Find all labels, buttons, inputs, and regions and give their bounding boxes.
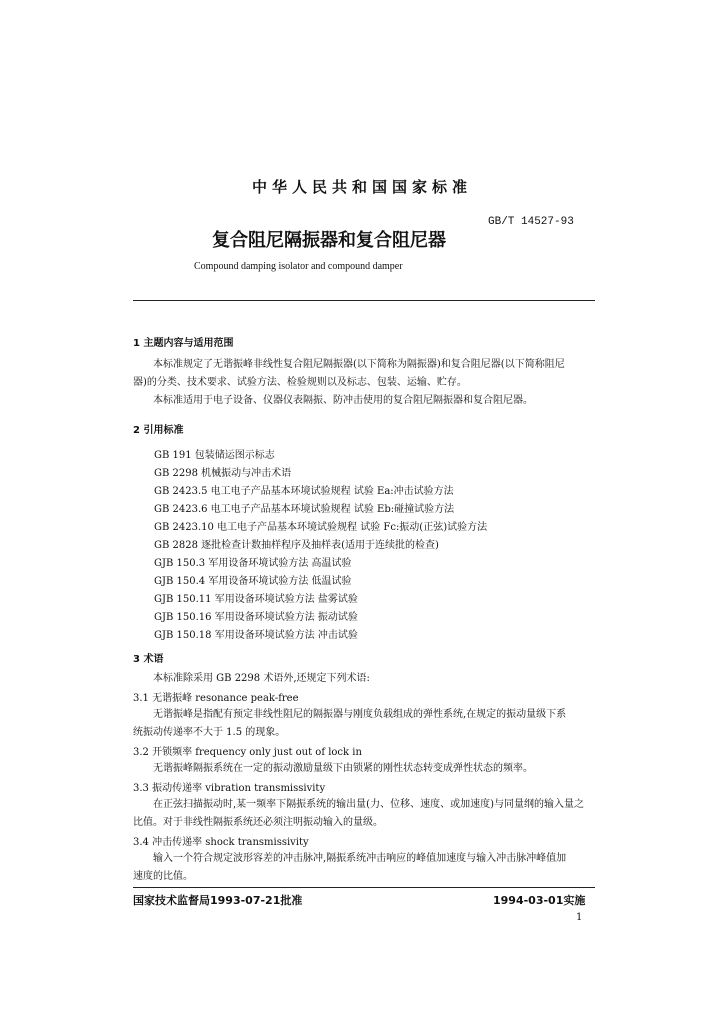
reference-item: GB 2423.10 电工电子产品基本环境试验规程 试验 Fc:振动(正弦)试验方法 — [154, 522, 488, 533]
term-3-1-heading: 3.1 无谐振峰 resonance peak-free — [133, 693, 299, 704]
header-divider — [133, 300, 595, 301]
page-number: 1 — [576, 912, 583, 923]
approval-date: 国家技术监督局1993-07-21批准 — [133, 894, 303, 907]
reference-item: GJB 150.3 军用设备环境试验方法 高温试验 — [154, 558, 352, 569]
section-3-heading: 3 术语 — [133, 654, 164, 665]
footer-divider — [133, 887, 595, 888]
term-3-4-definition-line-2: 速度的比值。 — [133, 871, 193, 882]
term-3-4-heading: 3.4 冲击传递率 shock transmissivity — [133, 837, 309, 848]
term-3-4-definition-line-1: 输入一个符合规定波形容差的冲击脉冲,隔振系统冲击响应的峰值加速度与输入冲击脉冲峰值加 — [153, 853, 567, 864]
section-1-paragraph-1-line-1: 本标准规定了无谐振峰非线性复合阻尼隔振器(以下简称为隔振器)和复合阻尼器(以下简称阻尼 — [153, 359, 565, 370]
standard-category-title: 中华人民共和国国家标准 — [251, 178, 472, 196]
reference-item: GJB 150.18 军用设备环境试验方法 冲击试验 — [154, 630, 358, 641]
reference-item: GJB 150.4 军用设备环境试验方法 低温试验 — [154, 576, 352, 587]
section-2-heading: 2 引用标准 — [133, 425, 184, 436]
section-1-paragraph-1-line-2: 器)的分类、技术要求、试验方法、检验规则以及标志、包装、运输、贮存。 — [133, 377, 467, 388]
reference-item: GB 2828 逐批检查计数抽样程序及抽样表(适用于连续批的检查) — [154, 540, 439, 551]
document-title-english: Compound damping isolator and compound damper — [194, 261, 403, 272]
section-3-intro: 本标准除采用 GB 2298 术语外,还规定下列术语: — [153, 673, 370, 684]
reference-item: GJB 150.16 军用设备环境试验方法 振动试验 — [154, 612, 358, 623]
standard-number: GB/T 14527-93 — [488, 216, 574, 228]
term-3-2-definition: 无谐振峰隔振系统在一定的振动激励量级下由锁紧的刚性状态转变成弹性状态的频率。 — [153, 763, 533, 774]
document-title: 复合阻尼隔振器和复合阻尼器 — [212, 230, 446, 251]
term-3-1-definition-line-1: 无谐振峰是指配有预定非线性阻尼的隔振器与刚度负载组成的弹性系统,在规定的振动量级下系 — [153, 709, 567, 720]
reference-item: GB 2423.6 电工电子产品基本环境试验规程 试验 Eb:碰撞试验方法 — [154, 504, 455, 515]
term-3-2-heading: 3.2 开锁频率 frequency only just out of lock in — [133, 747, 362, 758]
term-3-3-definition-line-1: 在正弦扫描振动时,某一频率下隔振系统的输出量(力、位移、速度、或加速度)与同量纲的输入量之 — [153, 799, 584, 810]
reference-item: GB 2423.5 电工电子产品基本环境试验规程 试验 Ea:冲击试验方法 — [154, 486, 454, 497]
section-1-paragraph-2: 本标准适用于电子设备、仪器仪表隔振、防冲击使用的复合阻尼隔振器和复合阻尼器。 — [153, 395, 533, 406]
term-3-3-heading: 3.3 振动传递率 vibration transmissivity — [133, 783, 326, 794]
section-1-heading: 1 主题内容与适用范围 — [133, 338, 234, 349]
reference-item: GJB 150.11 军用设备环境试验方法 盐雾试验 — [154, 594, 358, 605]
term-3-1-definition-line-2: 统振动传递率不大于 1.5 的现象。 — [133, 727, 286, 738]
reference-item: GB 2298 机械振动与冲击术语 — [154, 468, 292, 479]
term-3-3-definition-line-2: 比值。对于非线性隔振系统还必须注明振动输入的量级。 — [133, 817, 383, 828]
reference-item: GB 191 包装储运图示标志 — [154, 450, 275, 461]
effective-date: 1994-03-01实施 — [493, 894, 586, 907]
